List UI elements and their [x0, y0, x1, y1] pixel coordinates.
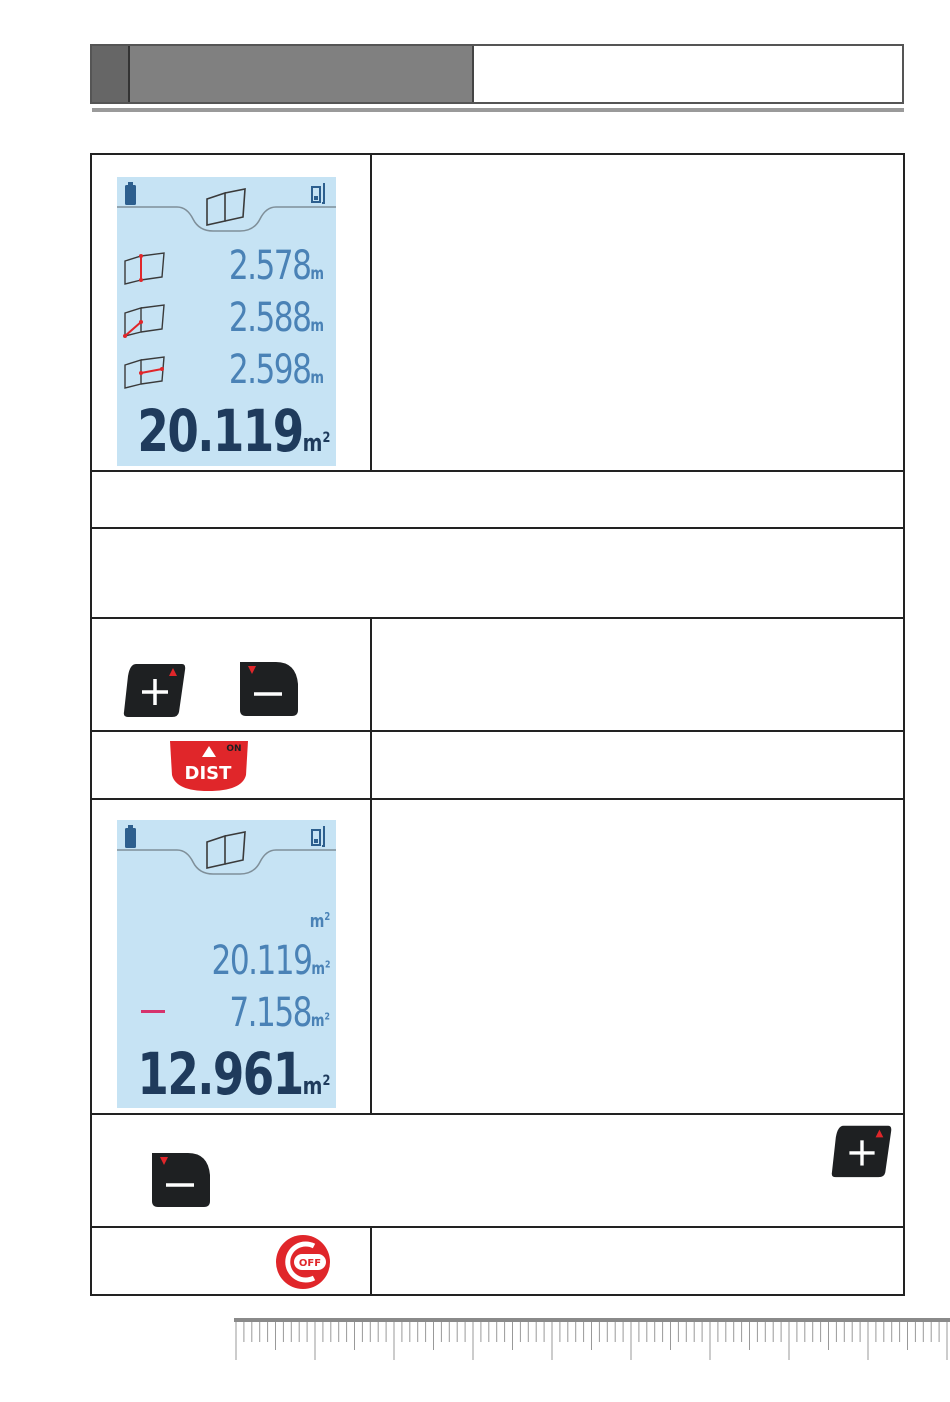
header-bar — [130, 46, 474, 102]
minus-sign-icon — [141, 1010, 165, 1013]
column-divider — [370, 617, 372, 1113]
area-total-value: $20.119m^2$ — [137, 397, 330, 465]
height-value: 2.578m — [228, 243, 324, 289]
plus-key-icon[interactable] — [830, 1122, 894, 1180]
header-rule — [92, 108, 904, 112]
plus-key-icon[interactable] — [122, 662, 188, 718]
room-length-icon — [125, 357, 164, 388]
dist-key-icon[interactable] — [168, 739, 250, 793]
ruler-bar — [234, 1318, 950, 1322]
row-divider — [92, 527, 903, 529]
row-divider — [92, 617, 903, 619]
column-divider — [370, 1226, 372, 1296]
page-ruler — [234, 1318, 950, 1360]
minus-key-icon[interactable] — [236, 660, 300, 718]
room-mode-icon — [207, 832, 245, 868]
room-height-icon — [125, 253, 164, 284]
row-divider — [92, 470, 903, 472]
result-area-value: $12.961m^2$ — [137, 1040, 330, 1108]
lcd-screen-area-subtract — [117, 820, 336, 1108]
dist-on-label: ON — [226, 744, 242, 754]
minus-key-icon[interactable] — [148, 1150, 212, 1210]
clear-off-key-icon[interactable] — [274, 1234, 332, 1290]
dist-key-label: DIST — [184, 763, 232, 784]
page-header — [90, 44, 904, 104]
row-divider — [92, 798, 903, 800]
battery-icon — [125, 182, 136, 205]
header-unit: $m^2$ — [309, 910, 330, 932]
column-divider — [370, 155, 372, 470]
width-value: 2.588m — [228, 295, 324, 341]
row-divider — [92, 730, 903, 732]
length-value: 2.598m — [228, 347, 324, 393]
second-area-value: $7.158m^2$ — [229, 990, 330, 1036]
lcd-screen-area-result — [117, 177, 336, 466]
reference-top-icon — [312, 826, 325, 846]
battery-icon — [125, 825, 136, 848]
row-divider — [92, 1113, 903, 1115]
reference-top-icon — [312, 183, 325, 203]
room-width-icon — [123, 305, 164, 338]
header-tab — [92, 46, 130, 102]
first-area-value: $20.119m^2$ — [211, 938, 330, 984]
room-mode-icon — [207, 189, 245, 225]
row-divider — [92, 1226, 903, 1228]
off-key-label: OFF — [298, 1258, 322, 1269]
